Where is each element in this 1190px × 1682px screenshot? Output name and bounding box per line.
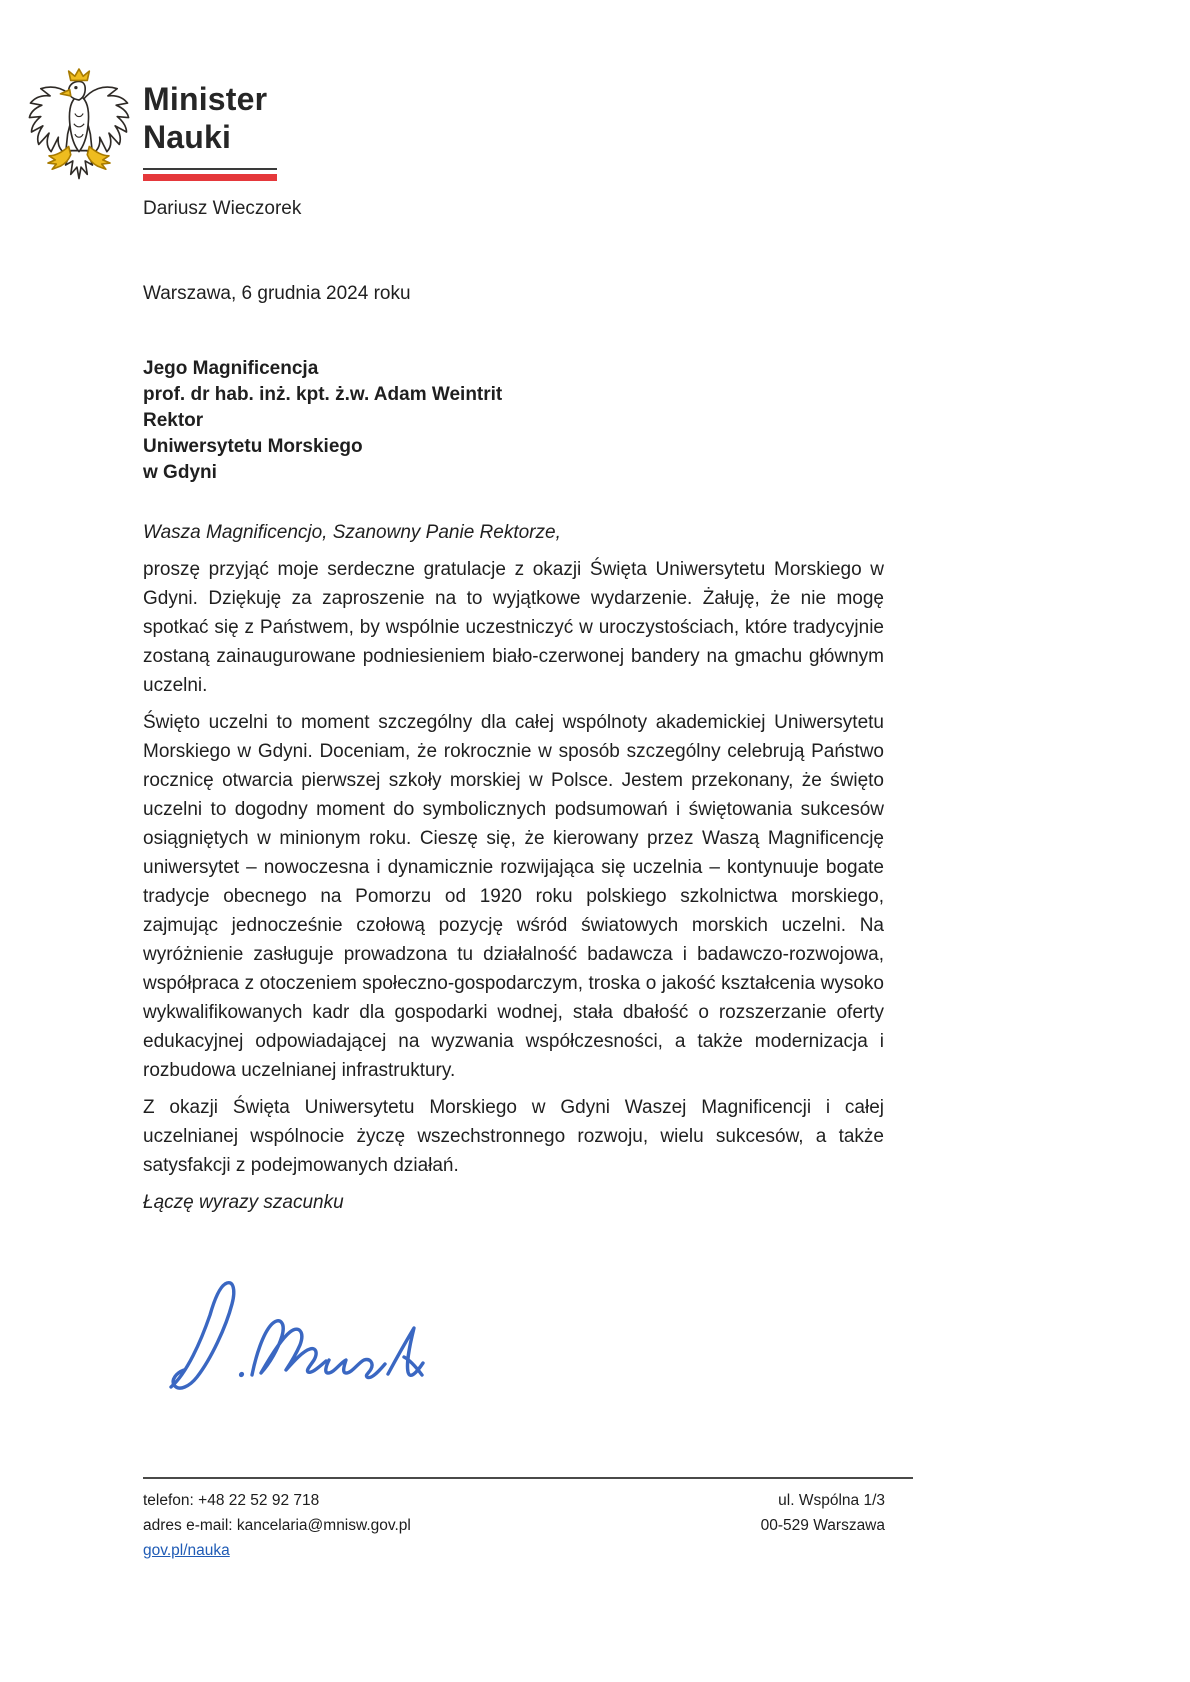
- addressee-name: prof. dr hab. inż. kpt. ż.w. Adam Weintrit: [143, 384, 503, 405]
- header-divider-line: [143, 168, 277, 170]
- ministry-title: [143, 80, 267, 156]
- footer-website-link[interactable]: gov.pl/nauka: [143, 1542, 230, 1559]
- footer-contact-block: [143, 1488, 411, 1563]
- closing-phrase: Łączę wyrazy szacunku: [143, 1192, 344, 1213]
- paragraph-2: Święto uczelni to moment szczególny dla całej wspólnoty akademickiej Uniwersytetu Morskiego w Gdyni. Doceniam, że rokrocznie w sposób szczególny celebrują Państwo rocznicę otwarcia pierwszej szkoły morskiej w Polsce. Jestem przekonany, że święto uczelni to dogodny moment do symbolicznych podsumowań i świętowania sukcesów osiągniętych w minionym roku. Cieszę się, że kierowany przez Waszą Magnificencję uniwersytet – nowoczesna i dynamicznie rozwijająca się uczelnia – kontynuuje bogate tradycje obecnego na Pomorzu od 1920 roku polskiego szkolnictwa morskiego, zajmując jednocześnie czołową pozycję wśród światowych morskich uczelni. Na wyróżnienie zasługuje prowadzona tu działalność badawcza i badawczo-rozwojowa, współpraca z otoczeniem społeczno-gospodarczym, troska o jakość kształcenia wysoko wykwalifikowanych kadr dla gospodarki wodnej, stała dbałość o rozszerzanie oferty edukacyjnej odpowiadającej na wyzwania współczesności, a także modernizacja i rozbudowa uczelnianej infrastruktury.: [143, 712, 884, 1081]
- footer-address-block: [761, 1488, 885, 1563]
- addressee-honorific: Jego Magnificencja: [143, 358, 319, 379]
- addressee-block: [143, 356, 884, 486]
- footer-email: adres e-mail: kancelaria@mnisw.gov.pl: [143, 1517, 411, 1534]
- letter-body: [143, 279, 884, 1406]
- footer-address-street: ul. Wspólna 1/3: [778, 1492, 885, 1509]
- dateline: Warszawa, 6 grudnia 2024 roku: [143, 283, 411, 304]
- ministry-title-line2: Nauki: [143, 119, 232, 155]
- polish-eagle-emblem-icon: [26, 68, 132, 194]
- minister-name: Dariusz Wieczorek: [143, 198, 302, 219]
- addressee-role: Rektor: [143, 410, 204, 431]
- footer-phone: telefon: +48 22 52 92 718: [143, 1492, 320, 1509]
- salutation: Wasza Magnificencjo, Szanowny Panie Rektorze,: [143, 522, 561, 543]
- footer-address-city: 00-529 Warszawa: [760, 1517, 885, 1534]
- paragraph-1: proszę przyjąć moje serdeczne gratulacje z okazji Święta Uniwersytetu Morskiego w Gdyni. Dziękuję za zaproszenie na to wyjątkowe wydarzenie. Żałuję, że nie mogę spotkać się z Państwem, by wspólnie uczestniczyć w uroczystościach, które tradycyjnie zostaną zainaugurowane podniesieniem biało-czerwonej bandery na gmachu głównym uczelni.: [143, 559, 884, 696]
- addressee-city: w Gdyni: [143, 462, 217, 483]
- addressee-institution: Uniwersytetu Morskiego: [143, 436, 363, 457]
- header-red-bar: [143, 174, 277, 181]
- footer: [143, 1488, 885, 1563]
- ministry-title-line1: Minister: [143, 81, 268, 117]
- paragraph-3: Z okazji Święta Uniwersytetu Morskiego w Gdyni Waszej Magnificencji i całej uczelnianej wspólnocie życzę wszechstronnego rozwoju, wielu sukcesów, a także satysfakcji z podejmowanych działań.: [143, 1097, 884, 1176]
- handwritten-signature: [157, 1261, 432, 1406]
- footer-divider-line: [143, 1477, 913, 1479]
